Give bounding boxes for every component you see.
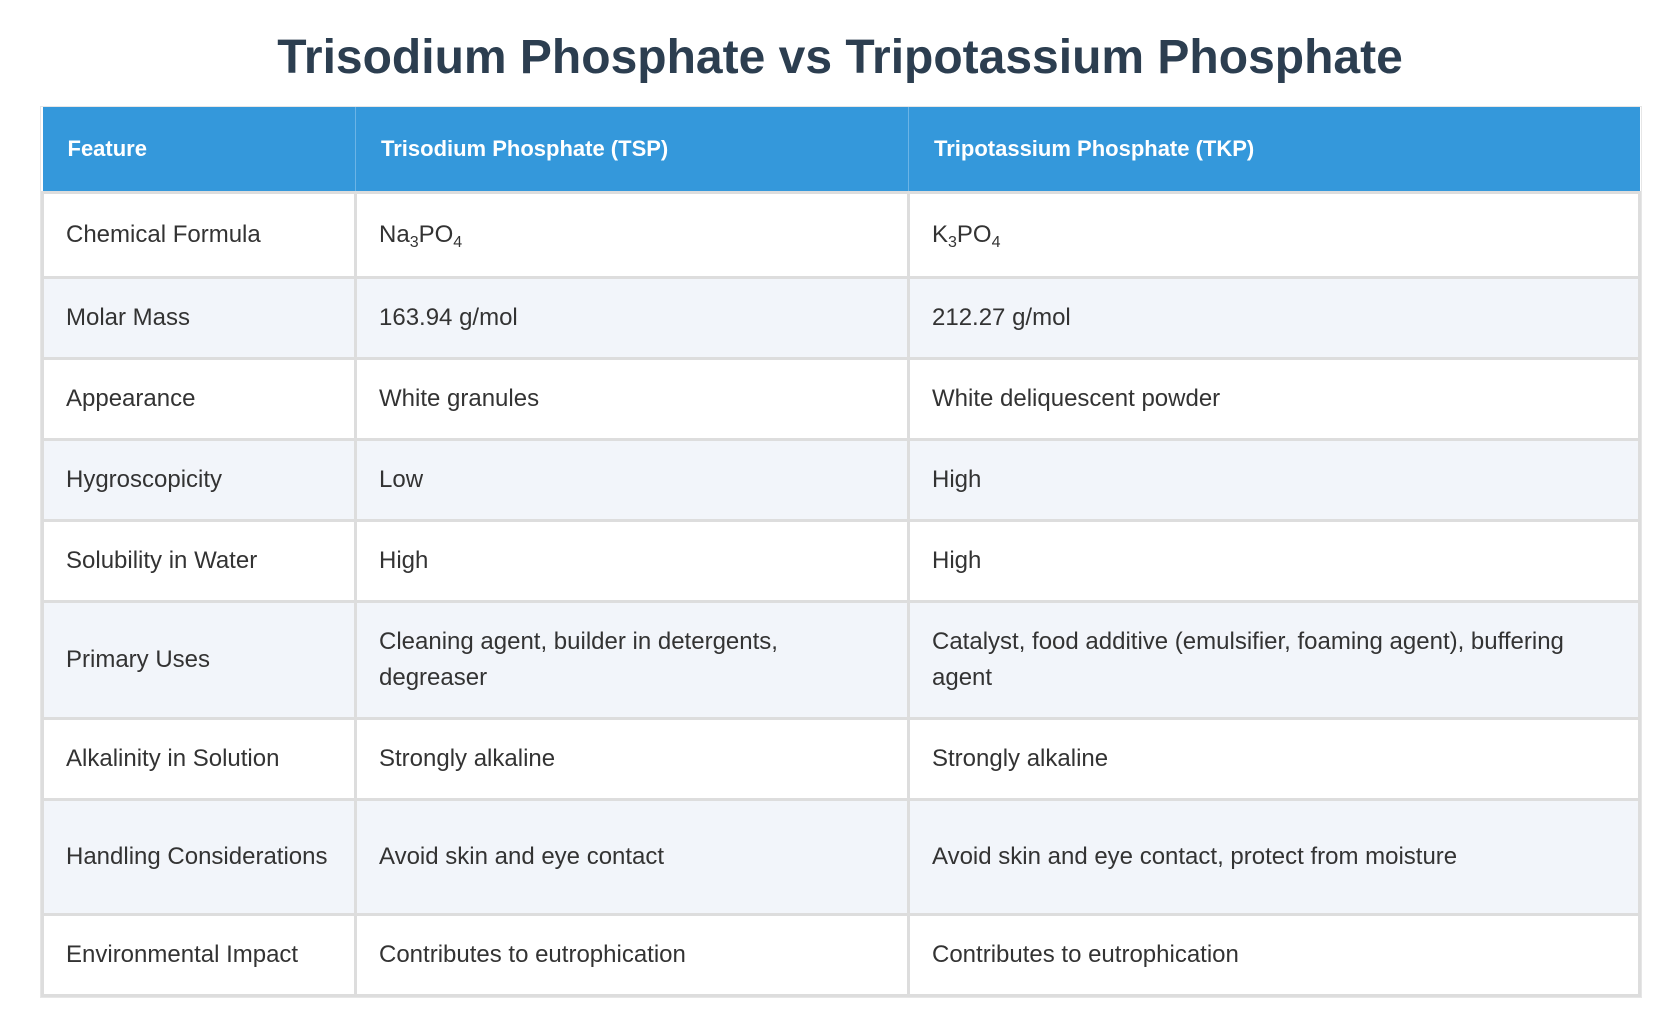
formula-element: PO — [418, 220, 454, 248]
table-row-alkalinity — [43, 718, 1640, 799]
feature-cell: Chemical Formula — [43, 192, 356, 277]
tkp-cell: Strongly alkaline — [909, 718, 1640, 799]
header-row — [43, 107, 1640, 192]
comparison-table-container — [41, 107, 1638, 997]
formula-subscript: 4 — [453, 233, 463, 251]
feature-cell: Appearance — [43, 358, 356, 439]
table-row-primary-uses — [43, 601, 1640, 718]
tkp-cell: 212.27 g/mol — [909, 277, 1640, 358]
table-row-chemical-formula — [43, 192, 1640, 277]
tsp-cell: Cleaning agent, builder in detergents, degreaser — [356, 601, 909, 718]
feature-cell: Alkalinity in Solution — [43, 718, 356, 799]
tkp-cell: Catalyst, food additive (emulsifier, foaming agent), buffering agent — [909, 601, 1640, 718]
tsp-cell: High — [356, 520, 909, 601]
feature-cell: Primary Uses — [43, 601, 356, 718]
formula-element: PO — [956, 220, 992, 248]
page-title: Trisodium Phosphate vs Tripotassium Phosphate — [277, 31, 1403, 84]
formula-subscript: 4 — [991, 233, 1001, 251]
table-body — [43, 192, 1640, 995]
tsp-cell: Contributes to eutrophication — [356, 914, 909, 995]
feature-cell: Solubility in Water — [43, 520, 356, 601]
comparison-table — [41, 107, 1641, 997]
tsp-cell: Low — [356, 439, 909, 520]
tkp-cell: Contributes to eutrophication — [909, 914, 1640, 995]
formula-element: K — [932, 220, 949, 248]
tsp-cell: Strongly alkaline — [356, 718, 909, 799]
table-row-handling — [43, 799, 1640, 914]
tkp-cell: High — [909, 520, 1640, 601]
tkp-cell: Avoid skin and eye contact, protect from moisture — [909, 799, 1640, 914]
tsp-cell: 163.94 g/mol — [356, 277, 909, 358]
feature-cell: Environmental Impact — [43, 914, 356, 995]
table-row-molar-mass — [43, 277, 1640, 358]
table-row-appearance — [43, 358, 1640, 439]
tkp-cell: White deliquescent powder — [909, 358, 1640, 439]
feature-cell: Molar Mass — [43, 277, 356, 358]
header-tsp: Trisodium Phosphate (TSP) — [356, 107, 909, 192]
tkp-formula-cell — [909, 192, 1640, 277]
formula-subscript: 3 — [409, 233, 419, 251]
tsp-cell: White granules — [356, 358, 909, 439]
header-feature: Feature — [43, 107, 356, 192]
table-row-environmental-impact — [43, 914, 1640, 995]
table-header — [43, 107, 1640, 192]
table-row-solubility — [43, 520, 1640, 601]
feature-cell: Handling Considerations — [43, 799, 356, 914]
header-tkp: Tripotassium Phosphate (TKP) — [909, 107, 1640, 192]
tsp-formula-cell — [356, 192, 909, 277]
formula-element: Na — [379, 220, 410, 248]
table-row-hygroscopicity — [43, 439, 1640, 520]
tsp-cell: Avoid skin and eye contact — [356, 799, 909, 914]
formula-subscript: 3 — [948, 233, 957, 251]
tkp-cell: High — [909, 439, 1640, 520]
feature-cell: Hygroscopicity — [43, 439, 356, 520]
